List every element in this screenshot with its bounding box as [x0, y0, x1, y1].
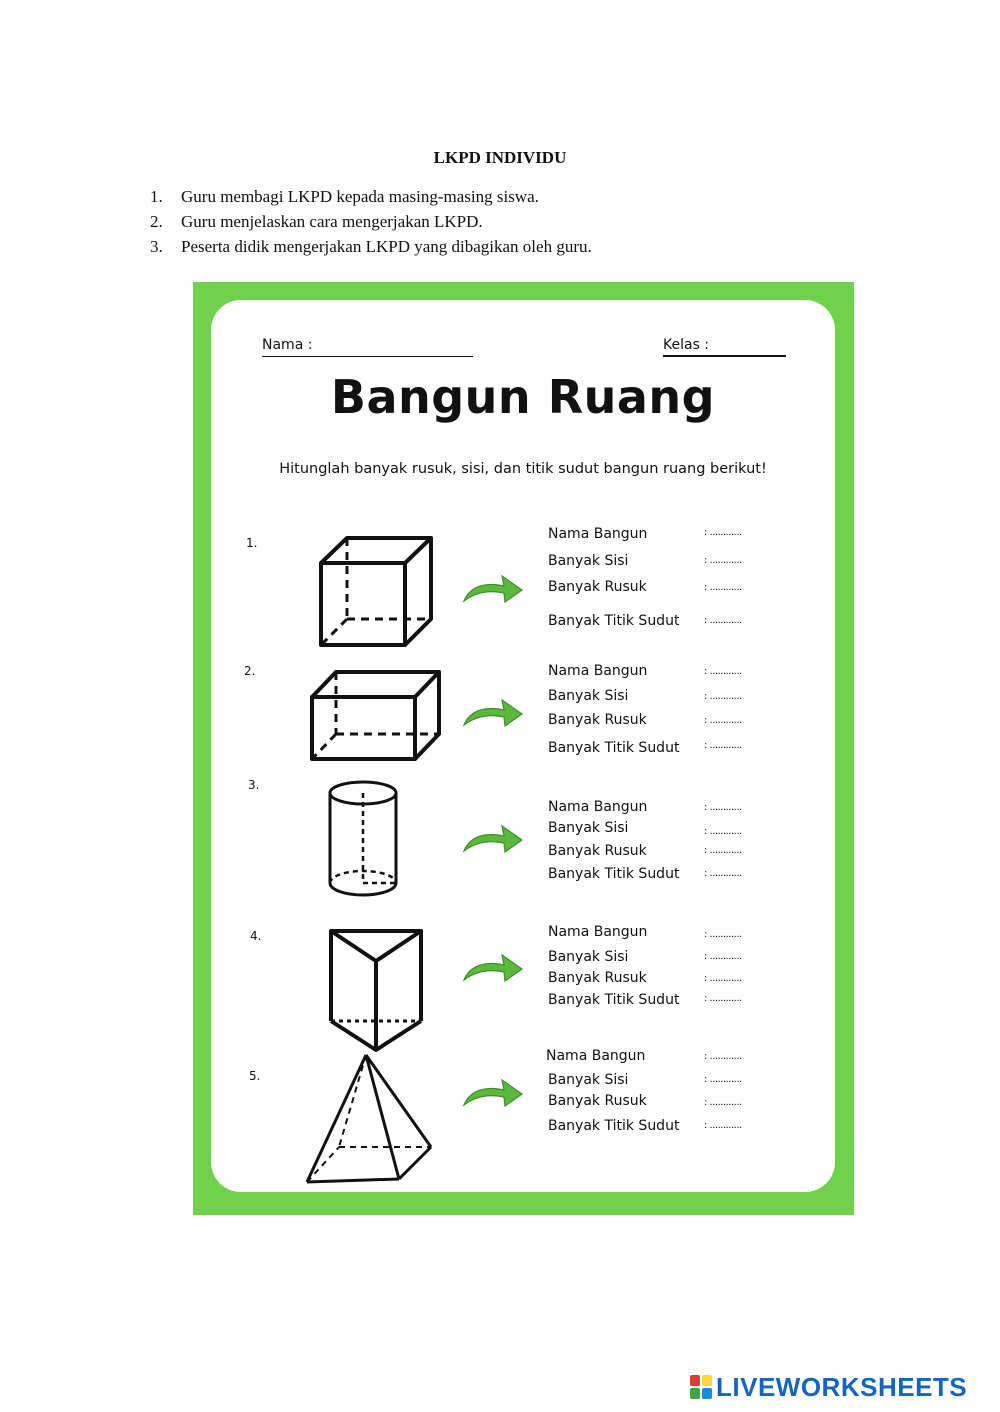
answer-field[interactable]: : ............	[704, 1051, 742, 1062]
instruction-list	[150, 184, 592, 259]
liveworksheets-logo-icon	[690, 1375, 712, 1399]
label-banyak-sisi: Banyak Sisi	[548, 688, 629, 704]
instruction-text: Guru menjelaskan cara mengerjakan LKPD.	[181, 212, 483, 231]
answer-field[interactable]: : ............	[704, 527, 742, 538]
instruction-text: Guru membagi LKPD kepada masing-masing siswa.	[181, 187, 539, 206]
label-nama-bangun: Nama Bangun	[548, 924, 648, 940]
instruction-item	[150, 234, 592, 259]
label-nama-bangun: Nama Bangun	[548, 663, 648, 679]
instruction-number: 3.	[150, 237, 163, 256]
arrow-right-icon	[462, 822, 524, 854]
question-number: 5.	[249, 1069, 261, 1083]
answer-field[interactable]: : ............	[704, 826, 742, 837]
label-banyak-sisi: Banyak Sisi	[548, 820, 629, 836]
label-banyak-rusuk: Banyak Rusuk	[548, 579, 647, 595]
label-nama-bangun: Nama Bangun	[548, 526, 648, 542]
label-banyak-rusuk: Banyak Rusuk	[548, 843, 647, 859]
arrow-shape	[464, 955, 522, 981]
pyramid-icon	[304, 1052, 434, 1185]
label-banyak-rusuk: Banyak Rusuk	[548, 1093, 647, 1109]
answer-field[interactable]: : ............	[704, 845, 742, 856]
question-number: 1.	[246, 536, 258, 550]
answer-field[interactable]: : ............	[704, 993, 742, 1004]
label-nama-bangun: Nama Bangun	[546, 1048, 646, 1064]
name-field[interactable]	[262, 356, 473, 357]
arrow-right-icon	[462, 951, 524, 983]
answer-field[interactable]: : ............	[704, 740, 742, 751]
worksheet-instruction: Hitunglah banyak rusuk, sisi, dan titik sudut bangun ruang berikut!	[279, 461, 767, 477]
instruction-text: Peserta didik mengerjakan LKPD yang dibagikan oleh guru.	[181, 237, 592, 256]
arrow-right-icon	[462, 572, 524, 604]
answer-field[interactable]: : ............	[704, 715, 742, 726]
answer-field[interactable]: : ............	[704, 691, 742, 702]
class-label: Kelas :	[663, 337, 710, 353]
instruction-item	[150, 184, 592, 209]
answer-field[interactable]: : ............	[704, 973, 742, 984]
arrow-shape	[464, 1080, 522, 1106]
answer-field[interactable]: : ............	[704, 802, 742, 813]
arrow-shape	[464, 826, 522, 852]
arrow-shape	[464, 700, 522, 726]
label-banyak-titik-sudut: Banyak Titik Sudut	[548, 866, 680, 882]
answer-field[interactable]: : ............	[704, 582, 742, 593]
answer-field[interactable]: : ............	[704, 1120, 742, 1131]
name-label: Nama :	[262, 337, 313, 353]
answer-field[interactable]: : ............	[704, 929, 742, 940]
answer-field[interactable]: : ............	[704, 555, 742, 566]
cylinder-icon	[327, 779, 399, 899]
answer-field[interactable]: : ............	[704, 666, 742, 677]
cube-icon	[318, 535, 434, 648]
label-banyak-rusuk: Banyak Rusuk	[548, 970, 647, 986]
answer-field[interactable]: : ............	[704, 615, 742, 626]
cuboid-icon	[309, 669, 442, 762]
answer-field[interactable]: : ............	[704, 868, 742, 879]
question-number: 4.	[250, 929, 262, 943]
label-banyak-sisi: Banyak Sisi	[548, 949, 629, 965]
label-banyak-sisi: Banyak Sisi	[548, 553, 629, 569]
arrow-right-icon	[462, 1076, 524, 1108]
label-banyak-titik-sudut: Banyak Titik Sudut	[548, 613, 680, 629]
question-number: 2.	[244, 664, 256, 678]
document-title: LKPD INDIVIDU	[433, 148, 567, 167]
arrow-shape	[464, 576, 522, 602]
brand-name: LIVEWORKSHEETS	[716, 1371, 968, 1402]
answer-field[interactable]: : ............	[704, 1097, 742, 1108]
question-number: 3.	[248, 778, 260, 792]
instruction-number: 1.	[150, 187, 163, 206]
label-banyak-titik-sudut: Banyak Titik Sudut	[548, 1118, 680, 1134]
instruction-item	[150, 209, 592, 234]
arrow-right-icon	[462, 696, 524, 728]
class-field[interactable]	[663, 355, 786, 357]
triangular-prism-icon	[327, 927, 425, 1054]
worksheet-title: Bangun Ruang	[330, 370, 716, 424]
label-banyak-titik-sudut: Banyak Titik Sudut	[548, 992, 680, 1008]
label-banyak-titik-sudut: Banyak Titik Sudut	[548, 740, 680, 756]
label-banyak-rusuk: Banyak Rusuk	[548, 712, 647, 728]
label-banyak-sisi: Banyak Sisi	[548, 1072, 629, 1088]
answer-field[interactable]: : ............	[704, 1074, 742, 1085]
liveworksheets-logo[interactable]	[690, 1372, 967, 1402]
instruction-number: 2.	[150, 212, 163, 231]
answer-field[interactable]: : ............	[704, 951, 742, 962]
label-nama-bangun: Nama Bangun	[548, 799, 648, 815]
